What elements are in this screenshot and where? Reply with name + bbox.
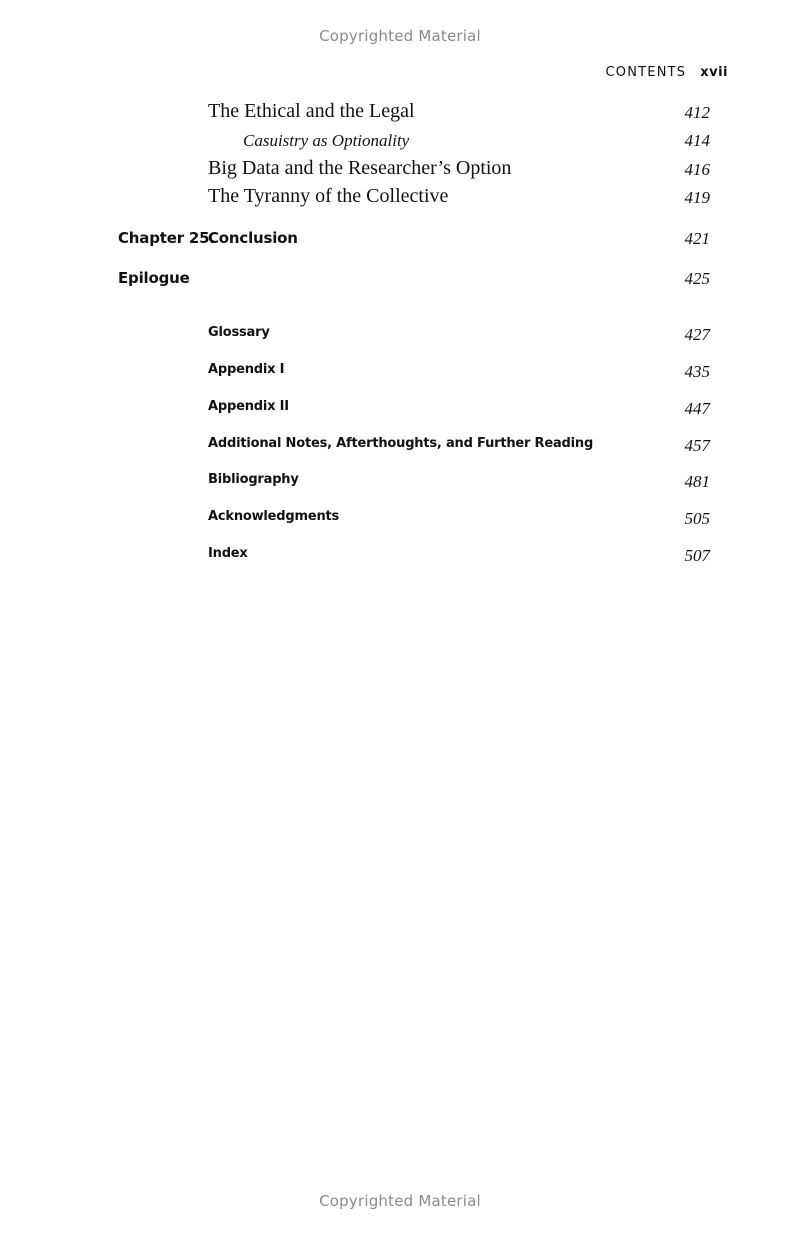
toc-backmatter-title: Appendix II [208,399,289,414]
toc-section-title: The Ethical and the Legal [208,100,415,122]
toc-section-title: The Tyranny of the Collective [208,185,449,207]
toc-chapter-title: Conclusion [208,229,298,247]
toc-backmatter-title: Acknowledgments [208,509,340,524]
toc-backmatter-title: Index [208,546,248,561]
toc-chapter-title: Epilogue [118,269,190,287]
toc-page-number: 416 [684,160,710,179]
toc-page-number: 414 [684,131,710,150]
toc-page-number: 421 [684,229,710,248]
running-head-section: CONTENTS [605,65,687,80]
toc-page-number: 412 [684,103,710,122]
toc-page-number: 425 [684,269,710,288]
watermark-top: Copyrighted Material [319,27,481,45]
toc-section-title: Big Data and the Researcher’s Option [208,157,512,179]
toc-page-number: 457 [684,436,710,455]
toc-backmatter-title: Additional Notes, Afterthoughts, and Further Reading [208,436,594,451]
toc-page-number: 435 [684,362,710,381]
toc-backmatter-title: Glossary [208,325,270,340]
toc-backmatter-title: Bibliography [208,472,299,487]
page-folio: xvii [700,65,728,80]
watermark-bottom: Copyrighted Material [319,1192,481,1210]
toc-page-number: 507 [684,546,710,565]
toc-page-number: 505 [684,509,710,528]
toc-chapter-number: Chapter 25. [118,229,215,247]
running-head [606,65,729,80]
toc-backmatter-title: Appendix I [208,362,285,377]
toc-page-number: 427 [684,325,710,344]
toc-page-number: 419 [684,188,710,207]
toc-page-number: 447 [684,399,710,418]
toc-subsection-title: Casuistry as Optionality [243,131,410,150]
toc-page-number: 481 [684,472,710,491]
